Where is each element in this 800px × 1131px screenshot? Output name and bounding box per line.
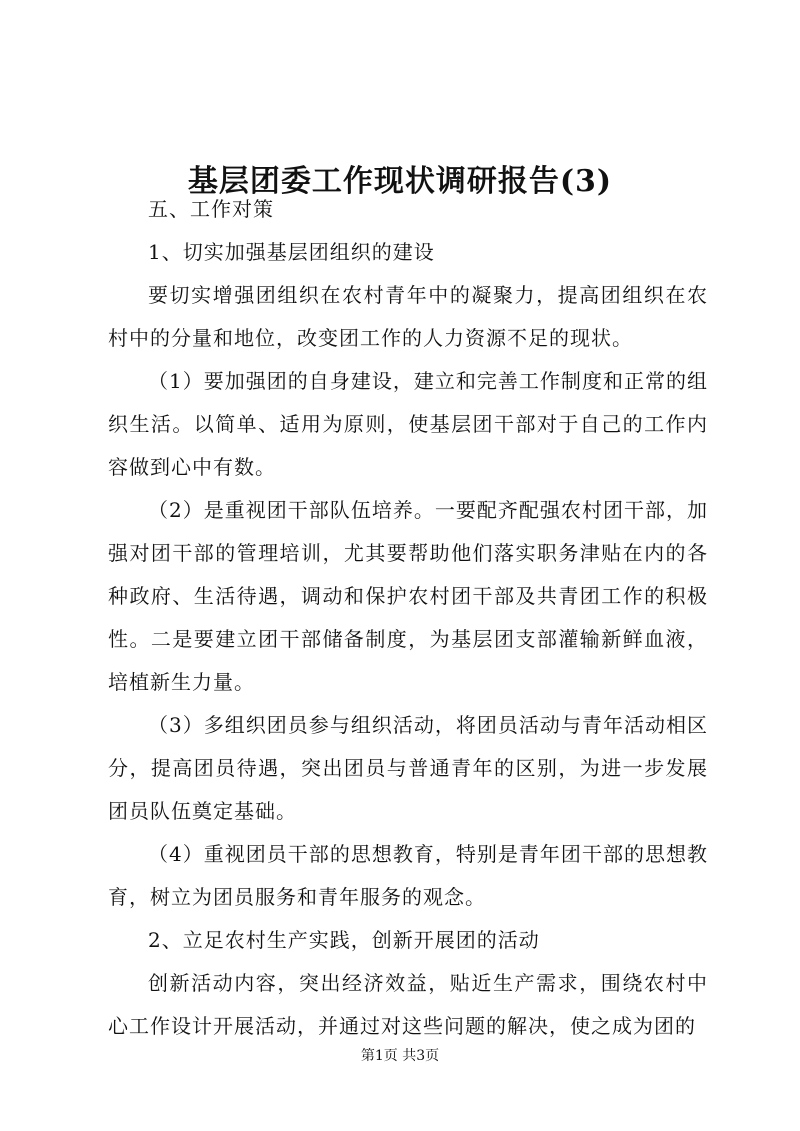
body-paragraph: 要切实增强团组织在农村青年中的凝聚力，提高团组织在农村中的分量和地位，改变团工作的人力资源不足的现状。 — [108, 283, 708, 350]
body-paragraph: 创新活动内容，突出经济效益，贴近生产需求，围绕农村中心工作设计开展活动，并通过对这些问题的解决，使之成为团的 — [108, 971, 708, 1038]
document-body — [108, 188, 708, 1048]
subsection-heading: 2、立足农村生产实践，创新开展团的活动 — [148, 928, 540, 952]
body-paragraph: （2）是重视团干部队伍培养。一要配齐配强农村团干部，加强对团干部的管理培训，尤其要帮助他们落实职务津贴在内的各种政府、生活待遇，调动和保护农村团干部及共青团工作的积极性。二是要建立团干部储备制度，为基层团支部灌输新鲜血液，培植新生力量。 — [108, 498, 708, 694]
subsection-heading: 1、切实加强基层团组织的建设 — [148, 240, 435, 264]
body-paragraph: （3）多组织团员参与组织活动，将团员活动与青年活动相区分，提高团员待遇，突出团员与普通青年的区别，为进一步发展团员队伍奠定基础。 — [108, 713, 708, 823]
body-paragraph: （4）重视团员干部的思想教育，特别是青年团干部的思想教育，树立为团员服务和青年服务的观念。 — [108, 842, 708, 909]
page-footer: 第1页 共3页 — [360, 1048, 440, 1064]
body-paragraph: （1）要加强团的自身建设，建立和完善工作制度和正常的组织生活。以简单、适用为原则，使基层团干部对于自己的工作内容做到心中有数。 — [108, 369, 708, 479]
section-heading: 五、工作对策 — [148, 197, 274, 221]
document-title: 基层团委工作现状调研报告(3) — [187, 164, 613, 200]
